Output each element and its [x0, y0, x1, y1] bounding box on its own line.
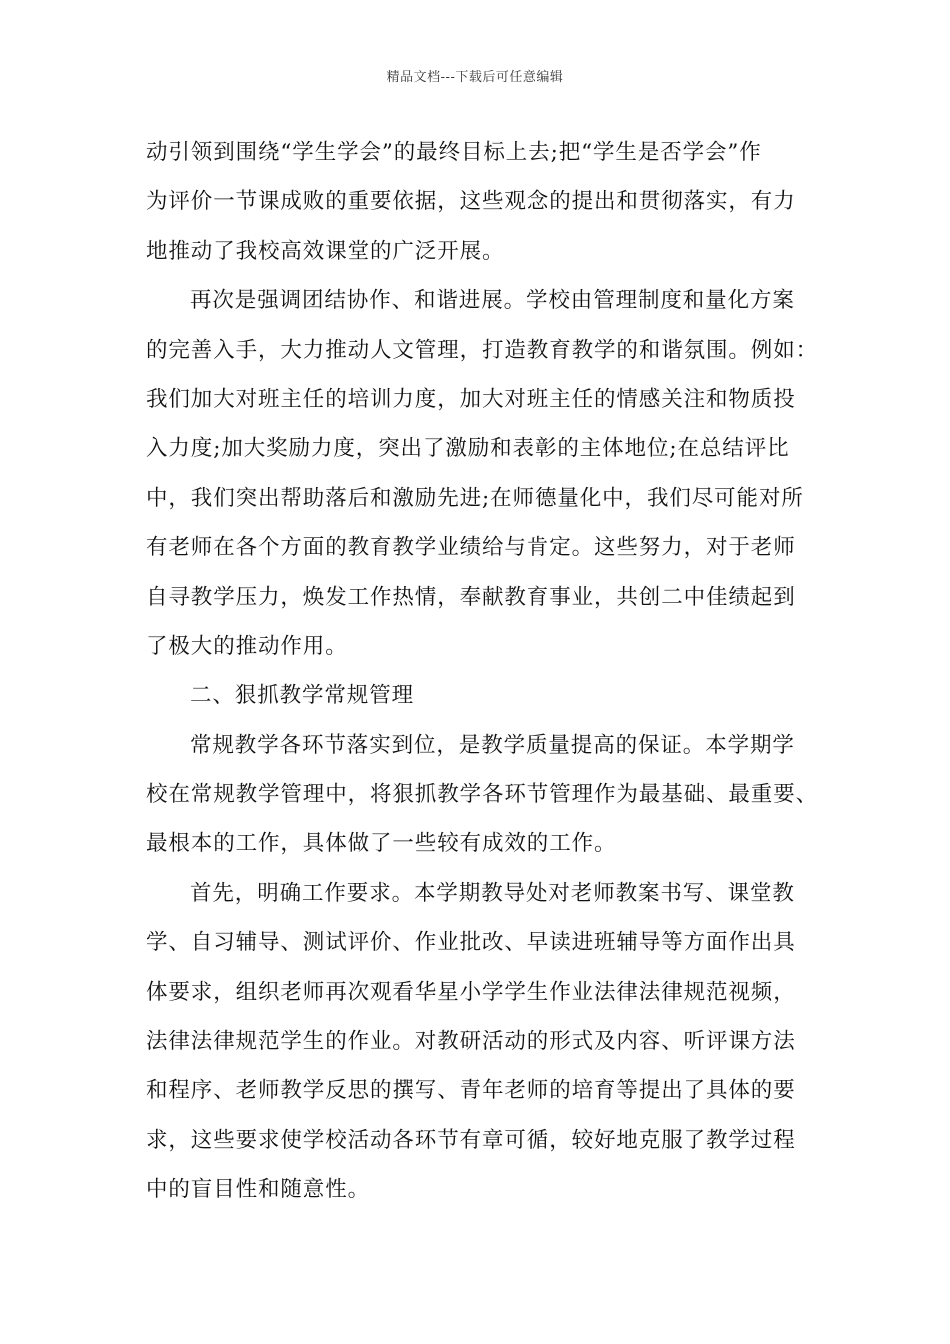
text-line: 有老师在各个方面的教育教学业绩给与肯定。这些努力，对于老师 — [146, 535, 796, 561]
text-line: 法律法律规范学生的作业。对教研活动的形式及内容、听评课方法 — [146, 1029, 796, 1055]
text-line: 动引领到围绕“学生学会”的最终目标上去;把“学生是否学会”作 — [146, 140, 762, 165]
page-header: 精品文档---下载后可任意编辑 — [386, 70, 564, 85]
text-line: 地推动了我校高效课堂的广泛开展。 — [146, 238, 505, 264]
text-line: 我们加大对班主任的培训力度，加大对班主任的情感关注和物质投 — [146, 386, 796, 412]
section-heading: 二、狠抓教学常规管理 — [190, 683, 415, 709]
text-line: 入力度;加大奖励力度，突出了激励和表彰的主体地位;在总结评比 — [146, 436, 790, 462]
paragraph-start-line: 常规教学各环节落实到位，是教学质量提高的保证。本学期学 — [190, 732, 795, 758]
text-line: 学、自习辅导、测试评价、作业批改、早读进班辅导等方面作出具 — [146, 930, 796, 956]
text-line: 为评价一节课成败的重要依据，这些观念的提出和贯彻落实，有力 — [146, 189, 796, 215]
text-line: 求，这些要求使学校活动各环节有章可循，较好地克服了教学过程 — [146, 1127, 796, 1153]
text-line: 了极大的推动作用。 — [146, 633, 348, 659]
body-text — [146, 128, 819, 1215]
paragraph-start-line: 再次是强调团结协作、和谐进展。学校由管理制度和量化方案 — [190, 288, 795, 314]
text-line: 和程序、老师教学反思的撰写、青年老师的培育等提出了具体的要 — [146, 1078, 796, 1104]
paragraph-start-line: 首先，明确工作要求。本学期教导处对老师教案书写、课堂教 — [190, 880, 795, 906]
text-line: 校在常规教学管理中，将狠抓教学各环节管理作为最基础、最重要、 — [146, 782, 819, 808]
text-line: 体要求，组织老师再次观看华星小学学生作业法律法律规范视频， — [146, 979, 796, 1005]
text-line: 最根本的工作，具体做了一些较有成效的工作。 — [146, 831, 617, 857]
text-line: 中，我们突出帮助落后和激励先进;在师德量化中，我们尽可能对所 — [146, 485, 804, 511]
text-line: 的完善入手，大力推动人文管理，打造教育教学的和谐氛围。例如： — [146, 337, 819, 363]
text-line: 自寻教学压力，焕发工作热情，奉献教育事业，共创二中佳绩起到 — [146, 584, 796, 610]
text-line: 中的盲目性和随意性。 — [146, 1177, 371, 1203]
